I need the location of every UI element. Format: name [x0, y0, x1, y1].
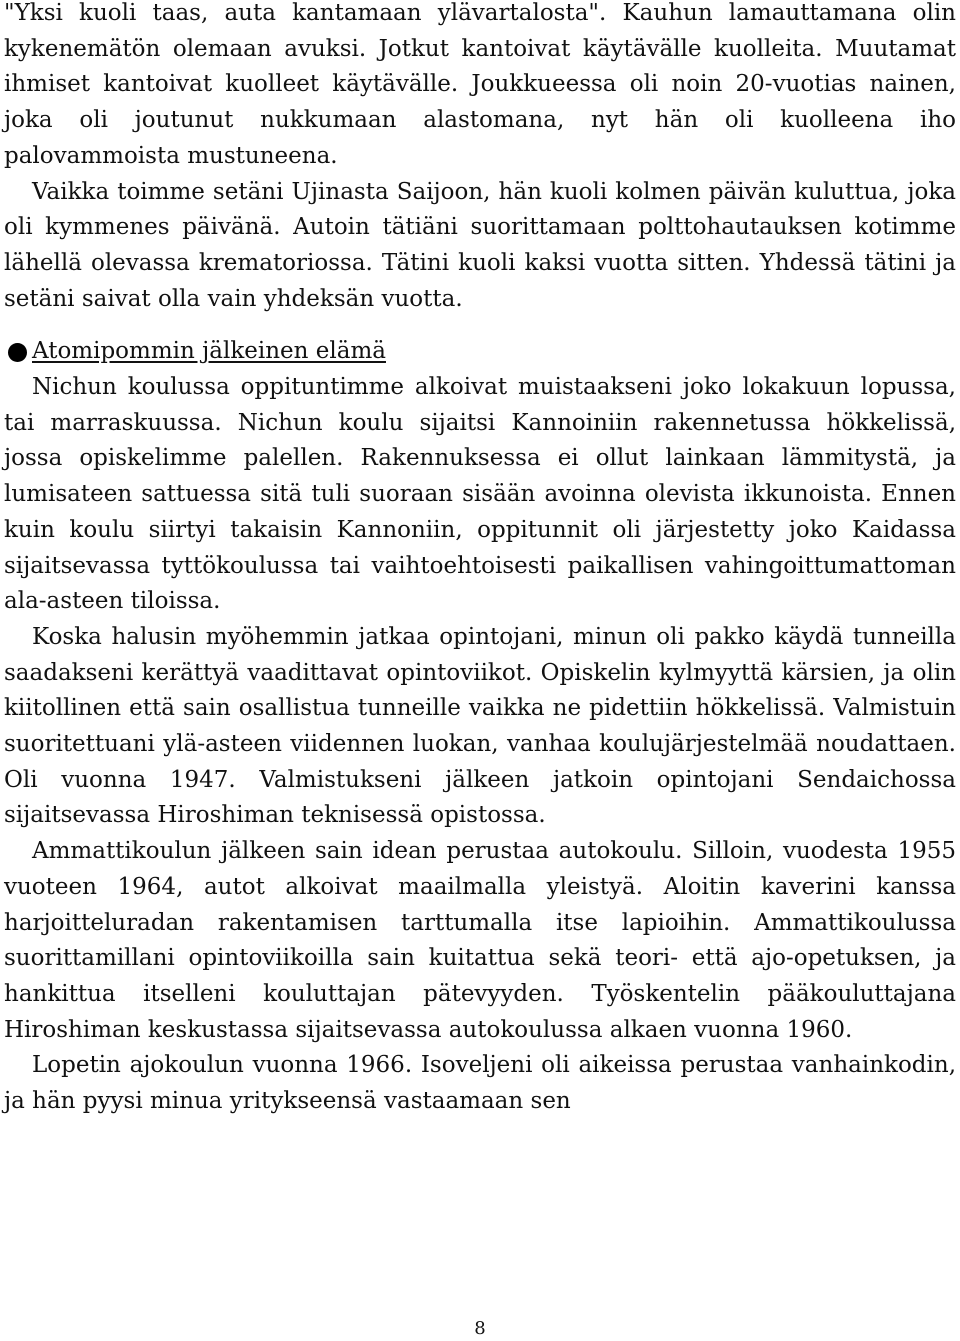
paragraph-5: Ammattikoulun jälkeen sain idean perustaa autokoulu. Silloin, vuodesta 1955 vuoteen 1964, autot alkoivat maailmalla yleistyä. Aloitin kaverini kanssa harjoitteluradan rakentamisen tarttumalla itse lapioihin. Ammattikoulussa suorittamillani opintoviikoilla sain kuitattua sekä teori- että ajo-opetuksen, ja hankittua itselleni kouluttajan pätevyyden. Työskentelin pääkouluttajana Hiroshiman keskustassa sijaitsevassa autokoulussa alkaen vuonna 1960. [4, 838, 956, 1043]
paragraph-1: "Yksi kuoli taas, auta kantamaan ylävartalosta". Kauhun lamauttamana olin kykenemätön olemaan avuksi. Jotkut kantoivat käytävälle kuolleita. Muutamat ihmiset kantoivat kuolleet käytävälle. Joukkueessa oli noin 20-vuotias nainen, joka oli joutunut nukkumaan alastomana, nyt hän oli kuolleena iho palovammoista mustuneena. [4, 0, 956, 169]
paragraph-6: Lopetin ajokoulun vuonna 1966. Isoveljeni oli aikeissa perustaa vanhainkodin, ja hän pyysi minua yritykseensä vastaamaan sen [4, 1052, 956, 1115]
bullet-icon [8, 343, 27, 362]
section-heading-text: Atomipommin jälkeinen elämä [32, 338, 386, 365]
section-heading [4, 334, 956, 370]
page-number: 8 [474, 1318, 486, 1339]
paragraph-3: Nichun koulussa oppituntimme alkoivat muistaakseni joko lokakuun lopussa, tai marraskuussa. Nichun koulu sijaitsi Kannoiniin rakennetussa hökkelissä, jossa opiskelimme palellen. Rakennuksessa ei ollut lainkaan lämmitystä, ja lumisateen sattuessa sitä tuli suoraan sisään avoinna olevista ikkunoista. Ennen kuin koulu siirtyi takaisin Kannoniin, oppitunnit oli järjestetty joko Kaidassa sijaitsevassa tyttökoulussa tai vaihtoehtoisesti paikallisen vahingoittumattoman ala-asteen tiloissa. [4, 374, 956, 615]
document-page [4, 0, 956, 1120]
paragraph-2: Vaikka toimme setäni Ujinasta Saijoon, hän kuoli kolmen päivän kuluttua, joka oli kymmenes päivänä. Autoin tätiäni suorittamaan polttohautauksen kotimme lähellä olevassa krematoriossa. Tätini kuoli kaksi vuotta sitten. Yhdessä tätini ja setäni saivat olla vain yhdeksän vuotta. [4, 178, 956, 312]
paragraph-4: Koska halusin myöhemmin jatkaa opintojani, minun oli pakko käydä tunneilla saadakseni kerättyä vaadittavat opintoviikot. Opiskelin kylmyyttä kärsien, ja olin kiitollinen että sain osallistua tunneille vaikka ne pidettiin hökkelissä. Valmistuin suoritettuani ylä-asteen viidennen luokan, vanhaa koulujärjestelmää noudattaen. Oli vuonna 1947. Valmistukseni jälkeen jatkoin opintojani Sendaichossa sijaitsevassa Hiroshiman teknisessä opistossa. [4, 623, 956, 829]
